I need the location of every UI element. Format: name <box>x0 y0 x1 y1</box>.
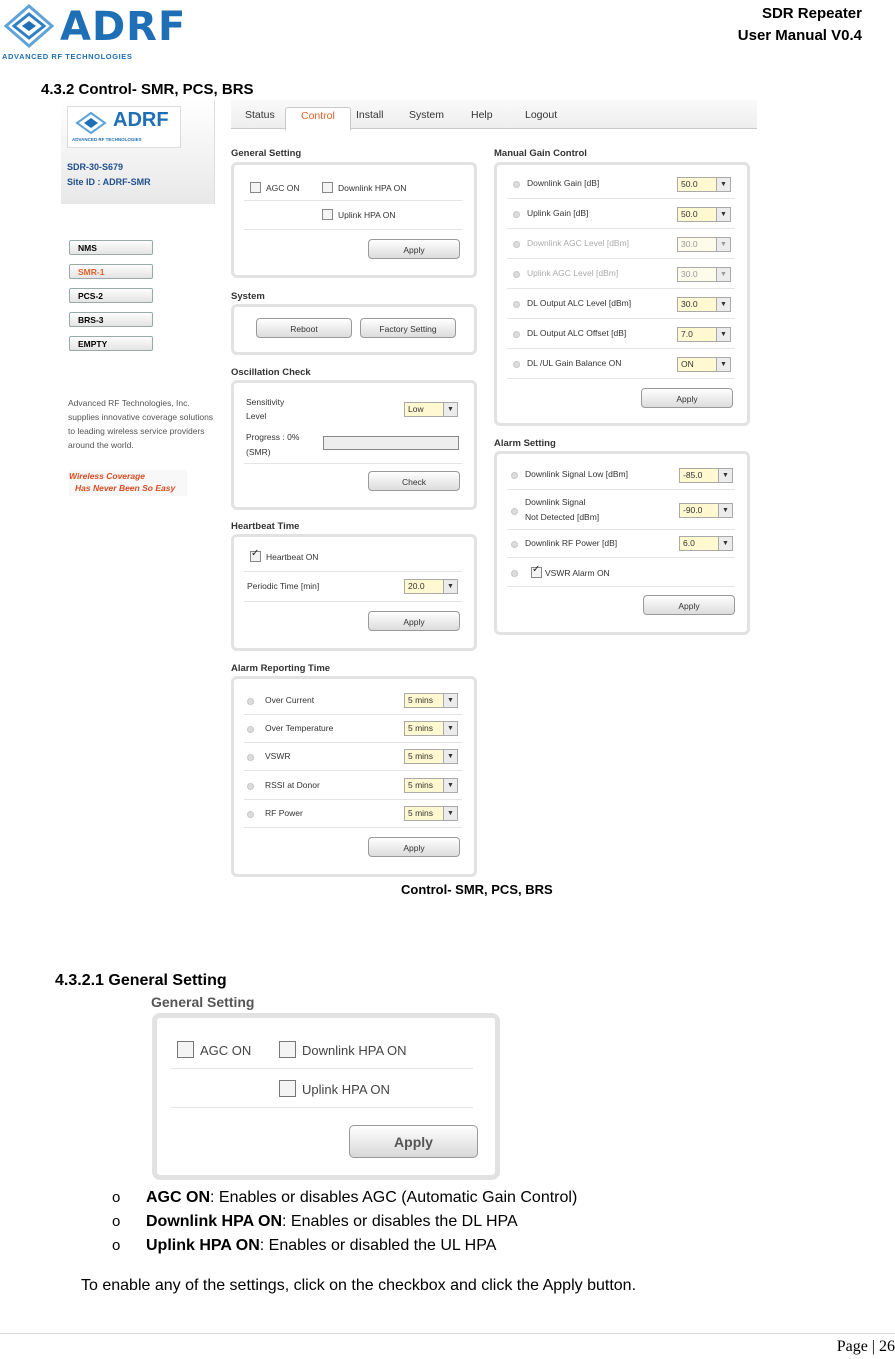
page-number: Page | 26 <box>836 1338 895 1355</box>
chevron-down-icon: ▼ <box>718 504 732 517</box>
alarm-label: Not Detected [dBm] <box>525 512 600 522</box>
periodic-time-select[interactable]: 20.0 ▼ <box>404 579 458 594</box>
alarm-rep-select[interactable]: 5 mins ▼ <box>404 693 458 708</box>
chevron-down-icon: ▼ <box>716 268 730 281</box>
nav-brs-3[interactable]: BRS-3 <box>69 312 153 327</box>
bullet-icon <box>511 472 518 479</box>
alarm-reporting-panel <box>231 676 477 877</box>
general-setting-panel <box>231 162 477 278</box>
heartbeat-label: Heartbeat ON <box>266 552 319 562</box>
chevron-down-icon: ▼ <box>443 580 457 593</box>
uplink-hpa-checkbox[interactable] <box>322 209 333 220</box>
mgc-select[interactable]: 50.0 ▼ <box>677 177 731 192</box>
mgc-select[interactable]: 30.0 ▼ <box>677 237 731 252</box>
alarm-label: Downlink Signal <box>525 497 586 507</box>
downlink-hpa-checkbox[interactable] <box>322 182 333 193</box>
zoom-downlink-checkbox[interactable] <box>279 1041 296 1058</box>
alarm-rep-label: Over Temperature <box>265 723 334 733</box>
bullet-icon <box>247 754 254 761</box>
chevron-down-icon: ▼ <box>718 537 732 550</box>
bullet-icon <box>513 241 520 248</box>
figure-caption: Control- SMR, PCS, BRS <box>401 882 553 897</box>
list-item: o Downlink HPA ON: Enables or disables the DL HPA <box>112 1213 518 1230</box>
zoom-agc-label: AGC ON <box>200 1043 252 1058</box>
sidebar-logo-sub: ADVANCED RF TECHNOLOGIES <box>72 137 142 142</box>
bullet-icon <box>511 508 518 515</box>
mgc-select[interactable]: 30.0 ▼ <box>677 267 731 282</box>
tab-logout[interactable]: Logout <box>525 109 558 121</box>
site-id: Site ID : ADRF-SMR <box>67 177 151 187</box>
alarm-setting-title: Alarm Setting <box>494 438 556 449</box>
chevron-down-icon: ▼ <box>443 807 457 820</box>
alarm-rep-label: VSWR <box>265 751 291 761</box>
control-screenshot <box>61 100 757 880</box>
alarm-rep-select[interactable]: 5 mins ▼ <box>404 778 458 793</box>
alarm-reporting-title: Alarm Reporting Time <box>231 663 331 674</box>
zoom-apply-button[interactable]: Apply <box>349 1125 478 1158</box>
logo-mark-icon <box>2 2 56 50</box>
manual-gain-apply-button[interactable]: Apply <box>641 388 733 408</box>
progress-bar <box>323 436 459 450</box>
heartbeat-panel <box>231 534 477 651</box>
settings-bullet-list <box>112 1186 577 1258</box>
adrf-logo <box>0 0 187 62</box>
zoom-downlink-label: Downlink HPA ON <box>302 1043 407 1058</box>
sensitivity-label-1: Sensitivity <box>246 397 285 407</box>
tab-system[interactable]: System <box>409 109 445 121</box>
tab-status[interactable]: Status <box>245 109 275 121</box>
mgc-select[interactable]: 30.0 ▼ <box>677 297 731 312</box>
instruction-text: To enable any of the settings, click on the checkbox and click the Apply button. <box>81 1277 637 1294</box>
model-name: SDR-30-S679 <box>67 162 124 172</box>
chevron-down-icon: ▼ <box>716 298 730 311</box>
zoom-title: General Setting <box>151 994 255 1010</box>
uplink-hpa-label: Uplink HPA ON <box>338 210 396 220</box>
heartbeat-checkbox[interactable] <box>250 551 261 562</box>
nav-nms[interactable]: NMS <box>69 240 153 255</box>
alarm-rep-select[interactable]: 5 mins ▼ <box>404 721 458 736</box>
zoom-uplink-label: Uplink HPA ON <box>302 1082 390 1097</box>
vswr-alarm-label: VSWR Alarm ON <box>545 568 610 578</box>
mgc-label: Uplink AGC Level [dBm] <box>527 268 619 278</box>
general-setting-title: General Setting <box>231 148 302 159</box>
check-button[interactable]: Check <box>368 471 460 491</box>
mgc-select[interactable]: 50.0 ▼ <box>677 207 731 222</box>
tab-install[interactable]: Install <box>356 109 384 121</box>
heartbeat-title: Heartbeat Time <box>231 521 300 532</box>
chevron-down-icon: ▼ <box>718 469 732 482</box>
alarm-select[interactable]: -85.0 ▼ <box>679 468 733 483</box>
mgc-label: Downlink Gain [dB] <box>527 178 600 188</box>
alarm-rep-select[interactable]: 5 mins ▼ <box>404 749 458 764</box>
manual-gain-title: Manual Gain Control <box>494 148 587 159</box>
agc-on-checkbox[interactable] <box>250 182 261 193</box>
sidebar-header <box>61 100 215 204</box>
footer-divider <box>0 1333 895 1334</box>
logo-subtitle: ADVANCED RF TECHNOLOGIES <box>2 52 133 61</box>
company-about: Advanced RF Technologies, Inc. supplies innovative coverage solutions to leading wireless service providers around the world. <box>68 398 214 450</box>
chevron-down-icon: ▼ <box>716 328 730 341</box>
list-item: o Uplink HPA ON: Enables or disabled the UL HPA <box>112 1237 497 1254</box>
product-name: SDR Repeater <box>761 5 862 22</box>
alarm-rep-label: Over Current <box>265 695 315 705</box>
alarm-rep-select[interactable]: 5 mins ▼ <box>404 806 458 821</box>
bullet-icon <box>513 181 520 188</box>
chevron-down-icon: ▼ <box>716 178 730 191</box>
chevron-down-icon: ▼ <box>716 208 730 221</box>
bullet-icon <box>513 301 520 308</box>
bullet-icon <box>513 271 520 278</box>
alarm-reporting-apply-button[interactable]: Apply <box>368 837 460 857</box>
progress-label: Progress : 0% <box>246 432 300 442</box>
bullet-icon <box>513 211 520 218</box>
alarm-label: Downlink Signal Low [dBm] <box>525 469 628 479</box>
tab-help[interactable]: Help <box>471 109 493 121</box>
sensitivity-label-2: Level <box>246 411 267 421</box>
manual-gain-panel <box>494 162 750 426</box>
vswr-alarm-checkbox[interactable] <box>531 567 542 578</box>
oscillation-title: Oscillation Check <box>231 367 311 378</box>
chevron-down-icon: ▼ <box>716 358 730 371</box>
zoom-agc-checkbox[interactable] <box>177 1041 194 1058</box>
alarm-select[interactable]: -90.0 ▼ <box>679 503 733 518</box>
downlink-hpa-label: Downlink HPA ON <box>338 183 407 193</box>
oscillation-panel <box>231 380 477 510</box>
bullet-icon <box>247 811 254 818</box>
chevron-down-icon: ▼ <box>443 750 457 763</box>
mgc-label: DL Output ALC Offset [dB] <box>527 328 627 338</box>
nav-pcs-2[interactable]: PCS-2 <box>69 288 153 303</box>
tab-bar <box>231 100 757 129</box>
system-title: System <box>231 291 265 302</box>
mgc-label: Uplink Gain [dB] <box>527 208 589 218</box>
chevron-down-icon: ▼ <box>716 238 730 251</box>
general-apply-button[interactable]: Apply <box>368 239 460 259</box>
tagline-line-1: Wireless Coverage <box>69 471 145 481</box>
sidebar-logo <box>67 106 181 148</box>
sensitivity-select[interactable]: Low ▼ <box>404 402 458 417</box>
heartbeat-apply-button[interactable]: Apply <box>368 611 460 631</box>
reboot-button[interactable]: Reboot <box>256 318 352 338</box>
alarm-rep-label: RF Power <box>265 808 303 818</box>
bullet-icon <box>247 726 254 733</box>
alarm-label: Downlink RF Power [dB] <box>525 538 618 548</box>
section-title: 4.3.2 Control- SMR, PCS, BRS <box>41 81 254 98</box>
list-item: o AGC ON: Enables or disables AGC (Automatic Gain Control) <box>112 1189 578 1206</box>
periodic-time-label: Periodic Time [min] <box>247 581 320 591</box>
mgc-label: DL /UL Gain Balance ON <box>527 358 622 368</box>
bullet-icon <box>513 361 520 368</box>
chevron-down-icon: ▼ <box>443 779 457 792</box>
system-panel <box>231 304 477 355</box>
tagline-line-2: Has Never Been So Easy <box>75 483 176 493</box>
bullet-icon <box>513 331 520 338</box>
alarm-select[interactable]: 6.0 ▼ <box>679 536 733 551</box>
tab-control[interactable]: Control <box>285 107 351 131</box>
mgc-label: Downlink AGC Level [dBm] <box>527 238 630 248</box>
manual-version: User Manual V0.4 <box>737 27 862 44</box>
tagline <box>69 470 187 496</box>
bullet-icon <box>511 541 518 548</box>
progress-sub: (SMR) <box>246 447 271 457</box>
mgc-label: DL Output ALC Level [dBm] <box>527 298 632 308</box>
mgc-select[interactable]: ON ▼ <box>677 357 731 372</box>
nav-smr-1[interactable]: SMR-1 <box>69 264 153 279</box>
zoom-uplink-checkbox[interactable] <box>279 1080 296 1097</box>
chevron-down-icon: ▼ <box>443 403 457 416</box>
sidebar-logo-text: ADRF <box>113 109 169 131</box>
mgc-select[interactable]: 7.0 ▼ <box>677 327 731 342</box>
logo-text: ADRF <box>60 4 187 50</box>
alarm-setting-apply-button[interactable]: Apply <box>643 595 735 615</box>
alarm-setting-panel <box>494 451 750 635</box>
chevron-down-icon: ▼ <box>443 722 457 735</box>
bullet-icon <box>247 698 254 705</box>
chevron-down-icon: ▼ <box>443 694 457 707</box>
agc-on-label: AGC ON <box>266 183 300 193</box>
zoom-general-setting-panel <box>152 1013 500 1180</box>
alarm-rep-label: RSSI at Donor <box>265 780 320 790</box>
nav-empty[interactable]: EMPTY <box>69 336 153 351</box>
sidebar-logo-icon <box>74 111 108 135</box>
factory-setting-button[interactable]: Factory Setting <box>360 318 456 338</box>
bullet-icon <box>511 570 518 577</box>
bullet-icon <box>247 783 254 790</box>
subsection-title: 4.3.2.1 General Setting <box>55 972 227 989</box>
